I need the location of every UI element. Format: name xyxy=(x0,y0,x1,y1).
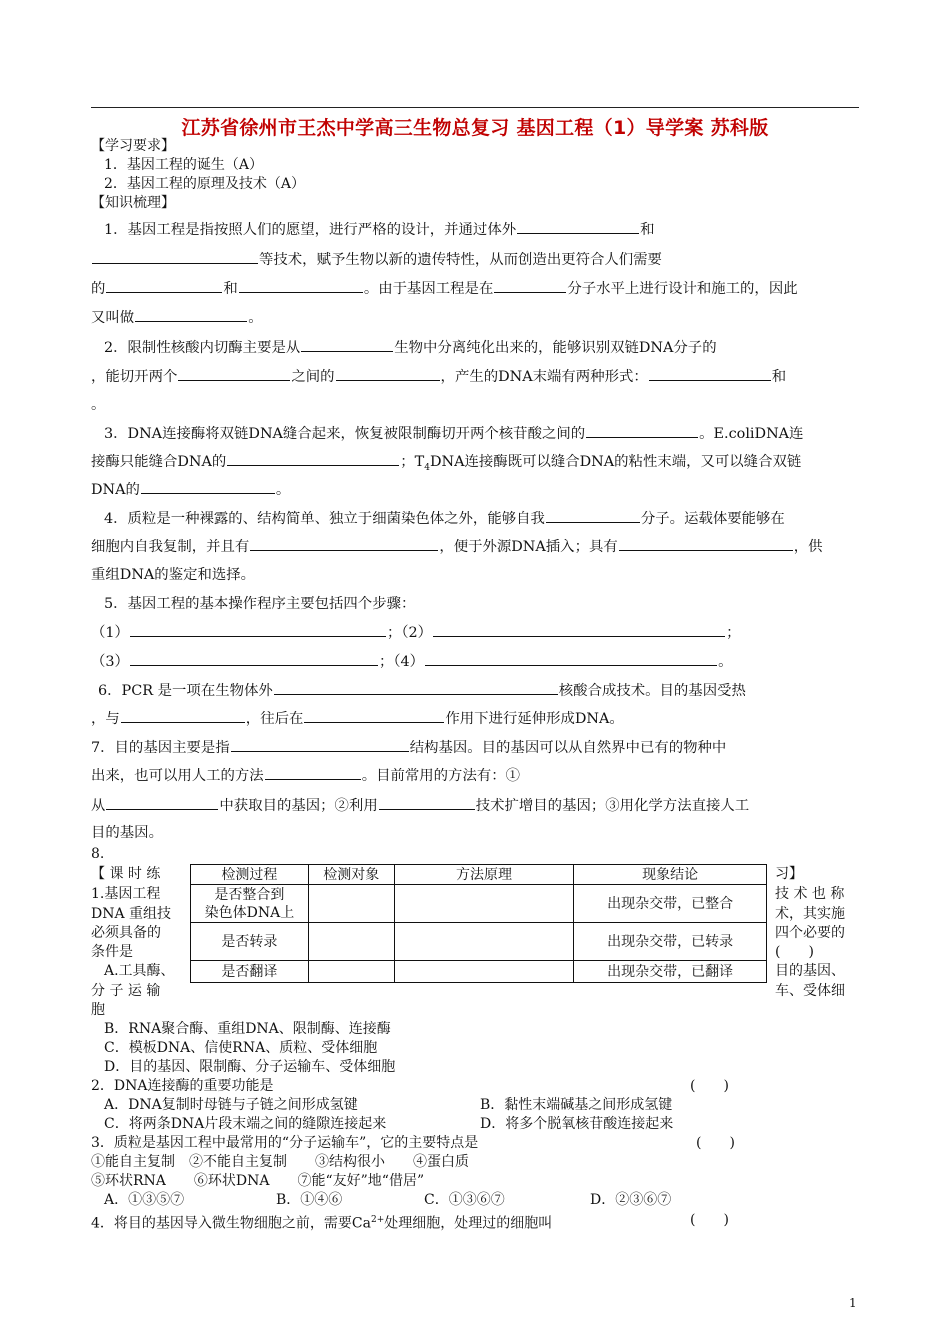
q1-line1: 1．基因工程是指按照人们的愿望，进行严格的设计，并通过体外 和 xyxy=(104,219,655,240)
object-cell[interactable] xyxy=(308,885,394,923)
answer-paren[interactable]: ( ) xyxy=(690,1212,729,1228)
answer-paren[interactable]: ( ) xyxy=(696,1135,735,1151)
method-cell[interactable] xyxy=(394,961,574,983)
q7-line4: 目的基因。 xyxy=(91,825,163,841)
practice-q2-option-d: D．将多个脱氧核苷酸连接起来 xyxy=(480,1116,674,1132)
blank[interactable] xyxy=(494,278,566,293)
q2-line3: 。 xyxy=(91,397,106,413)
q4-line1: 4．质粒是一种裸露的、结构简单、独立于细菌染色体之外，能够自我 分子。运载体要能够在 xyxy=(104,508,785,529)
practice-left-1: 【 课 时 练 xyxy=(91,866,161,882)
blank[interactable] xyxy=(106,795,218,810)
requirement-1: 1．基因工程的诞生（A） xyxy=(104,157,264,173)
q6-line2: ，与 ，往后在 作用下进行延伸形成DNA。 xyxy=(91,708,624,729)
blank[interactable] xyxy=(517,219,639,234)
result-cell: 出现杂交带，已翻译 xyxy=(574,961,767,983)
q5-line2: （1） ；（2） ； xyxy=(91,622,740,643)
q5-line1: 5．基因工程的基本操作程序主要包括四个步骤： xyxy=(104,596,416,612)
practice-q3-options-2: ⑤环状RNA ⑥环状DNA ⑦能“友好”地“借居” xyxy=(91,1173,425,1189)
q1-line3: 的 和 。由于基因工程是在 分子水平上进行设计和施工的，因此 xyxy=(91,278,798,299)
practice-right-1: 习】 xyxy=(775,866,803,882)
practice-q3-choice-a: A．①③⑤⑦ xyxy=(104,1192,185,1208)
practice-left-2: 1.基因工程 xyxy=(91,886,161,902)
q3-line3: DNA的 。 xyxy=(91,479,290,500)
blank[interactable] xyxy=(336,366,440,381)
practice-left-8: 胞 xyxy=(91,1002,105,1018)
q4-line2: 细胞内自我复制，并且有 ，便于外源DNA插入；具有 ，供 xyxy=(91,536,823,557)
result-cell: 出现杂交带，已整合 xyxy=(574,885,767,923)
practice-q2-option-b: B．黏性末端碱基之间形成氢键 xyxy=(480,1097,673,1113)
document-title: 江苏省徐州市王杰中学高三生物总复习 基因工程（1）导学案 苏科版 xyxy=(181,117,769,139)
blank[interactable] xyxy=(274,680,558,695)
q2-line2: ，能切开两个 之间的 ，产生的DNA末端有两种形式： 和 xyxy=(91,366,786,387)
blank[interactable] xyxy=(546,508,640,523)
practice-right-3: 术，其实施 xyxy=(775,906,845,922)
q3-line2: 接酶只能缝合DNA的 ；$T_4DNA$连接酶既可以缝合DNA的粘性末端，又可以缝合双链 xyxy=(91,451,801,478)
section-header-knowledge: 【知识梳理】 xyxy=(91,195,175,211)
practice-q1-option-d: D．目的基因、限制酶、分子运输车、受体细胞 xyxy=(104,1059,396,1075)
blank[interactable] xyxy=(265,765,361,780)
process-cell: 是否翻译 xyxy=(191,961,309,983)
q1-line4: 又叫做 。 xyxy=(91,307,263,328)
method-cell[interactable] xyxy=(394,923,574,961)
q6-line1: 6．PCR 是一项在生物体外 核酸合成技术。目的基因受热 xyxy=(98,680,746,701)
result-cell: 出现杂交带，已转录 xyxy=(574,923,767,961)
object-cell[interactable] xyxy=(308,961,394,983)
object-cell[interactable] xyxy=(308,923,394,961)
requirement-2: 2．基因工程的原理及技术（A） xyxy=(104,176,306,192)
q4-line3: 重组DNA的鉴定和选择。 xyxy=(91,567,256,583)
blank[interactable] xyxy=(130,622,386,637)
practice-left-5: 条件是 xyxy=(91,944,133,960)
table-header-cell: 方法原理 xyxy=(394,865,574,885)
blank[interactable] xyxy=(178,366,290,381)
section-header-requirements: 【学习要求】 xyxy=(91,138,175,154)
practice-q4-stem: 4．将目的基因导入微生物细胞之前，需要$Ca^{2+}$处理细胞，处理过的细胞叫 xyxy=(91,1215,553,1232)
blank[interactable] xyxy=(135,307,247,322)
blank[interactable] xyxy=(304,708,444,723)
table-row xyxy=(191,885,767,923)
detection-table xyxy=(190,864,767,983)
q3-line1: 3．DNA连接酶将双链DNA缝合起来，恢复被限制酶切开两个核苷酸之间的 。E.coliDNA连 xyxy=(104,423,803,444)
q7-line1: 7．目的基因主要是指 结构基因。目的基因可以从自然界中已有的物种中 xyxy=(91,737,726,758)
practice-q3-choice-c: C．①③⑥⑦ xyxy=(424,1192,505,1208)
table-header-cell: 检测过程 xyxy=(191,865,309,885)
practice-left-7: 分 子 运 输 xyxy=(91,983,161,999)
practice-q2-stem: 2．DNA连接酶的重要功能是 xyxy=(91,1078,274,1094)
table-header-row xyxy=(191,865,767,885)
q7-line2: 出来，也可以用人工的方法 。目前常用的方法有：① xyxy=(91,765,520,786)
practice-q2-option-c: C．将两条DNA片段末端之间的缝隙连接起来 xyxy=(104,1116,387,1132)
answer-paren[interactable]: ( ) xyxy=(690,1078,729,1094)
practice-right-5: ( ) xyxy=(775,944,814,960)
blank[interactable] xyxy=(121,708,245,723)
practice-q3-choice-d: D．②③⑥⑦ xyxy=(590,1192,672,1208)
blank[interactable] xyxy=(231,737,409,752)
practice-q1-option-c: C．模板DNA、信使RNA、质粒、受体细胞 xyxy=(104,1040,378,1056)
blank[interactable] xyxy=(425,651,717,666)
blank[interactable] xyxy=(130,651,378,666)
table-header-cell: 检测对象 xyxy=(308,865,394,885)
practice-q1-option-b: B．RNA聚合酶、重组DNA、限制酶、连接酶 xyxy=(104,1021,391,1037)
practice-right-4: 四个必要的 xyxy=(775,925,845,941)
blank[interactable] xyxy=(649,366,771,381)
blank[interactable] xyxy=(239,278,363,293)
blank[interactable] xyxy=(141,479,275,494)
blank[interactable] xyxy=(106,278,222,293)
q8-label: 8. xyxy=(91,846,105,862)
table-header-cell: 现象结论 xyxy=(574,865,767,885)
blank[interactable] xyxy=(301,337,393,352)
page-number: 1 xyxy=(849,1296,857,1310)
q7-line3: 从 中获取目的基因；②利用 技术扩增目的基因；③用化学方法直接人工 xyxy=(91,795,749,816)
q1-line2: 等技术，赋予生物以新的遗传特性，从而创造出更符合人们需要 xyxy=(91,249,662,270)
header-rule xyxy=(91,107,859,108)
practice-right-2: 技 术 也 称 xyxy=(775,886,845,902)
practice-left-3: DNA 重组技 xyxy=(91,906,172,922)
blank[interactable] xyxy=(433,622,725,637)
practice-left-4: 必须具备的 xyxy=(91,925,161,941)
process-cell: 是否整合到 染色体DNA上 xyxy=(191,885,309,923)
method-cell[interactable] xyxy=(394,885,574,923)
q5-line3: （3） ；（4） 。 xyxy=(91,651,732,672)
blank[interactable] xyxy=(586,423,698,438)
process-cell: 是否转录 xyxy=(191,923,309,961)
blank[interactable] xyxy=(250,536,438,551)
blank[interactable] xyxy=(619,536,793,551)
blank[interactable] xyxy=(379,795,475,810)
practice-right-6: 目的基因、 xyxy=(775,963,845,979)
table-row xyxy=(191,923,767,961)
practice-right-7: 车、受体细 xyxy=(775,983,845,999)
practice-left-6: A.工具酶、 xyxy=(104,963,175,979)
blank[interactable] xyxy=(227,451,399,466)
practice-q3-options-1: ①能自主复制 ②不能自主复制 ③结构很小 ④蛋白质 xyxy=(91,1154,469,1170)
q2-line1: 2．限制性核酸内切酶主要是从 生物中分离纯化出来的，能够识别双链DNA分子的 xyxy=(104,337,717,358)
practice-q3-choice-b: B．①④⑥ xyxy=(276,1192,343,1208)
practice-q3-stem: 3．质粒是基因工程中最常用的“分子运输车”，它的主要特点是 xyxy=(91,1135,479,1151)
blank[interactable] xyxy=(92,249,258,264)
table-row xyxy=(191,961,767,983)
practice-q2-option-a: A．DNA复制时母链与子链之间形成氢键 xyxy=(104,1097,358,1113)
